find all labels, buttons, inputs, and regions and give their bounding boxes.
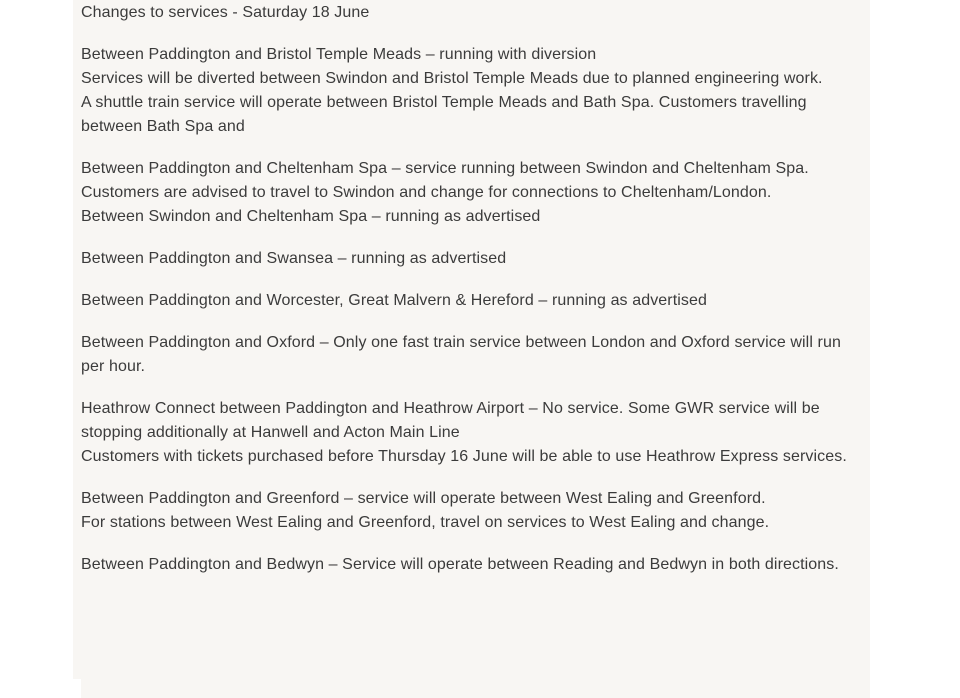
section-line: Between Paddington and Bedwyn – Service will operate between Reading and Bedwyn in both directions.	[81, 556, 839, 573]
section-swansea	[81, 247, 851, 271]
section-bristol	[81, 43, 851, 139]
section-line: A shuttle train service will operate between Bristol Temple Meads and Bath Spa. Customers travelling between Bath Spa and	[81, 94, 807, 135]
section-cheltenham	[81, 157, 851, 229]
section-line: Between Swindon and Cheltenham Spa – running as advertised	[81, 208, 541, 225]
section-greenford	[81, 487, 851, 535]
section-line: Between Paddington and Worcester, Great Malvern & Hereford – running as advertised	[81, 292, 708, 309]
section-line: Between Paddington and Swansea – running as advertised	[81, 250, 507, 267]
section-line: Customers are advised to travel to Swindon and change for connections to Cheltenham/London.	[81, 184, 772, 201]
section-bedwyn	[81, 553, 851, 577]
section-line: Between Paddington and Oxford – Only one fast train service between London and Oxford service will run per hour.	[81, 334, 841, 375]
panel-corner-gap	[73, 679, 81, 698]
section-heathrow	[81, 397, 851, 469]
section-oxford	[81, 331, 851, 379]
section-line: Between Paddington and Bristol Temple Meads – running with diversion	[81, 46, 597, 63]
page-heading: Changes to services - Saturday 18 June	[81, 4, 370, 21]
section-line: For stations between West Ealing and Greenford, travel on services to West Ealing and change.	[81, 514, 770, 531]
section-line: Between Paddington and Greenford – service will operate between West Ealing and Greenford.	[81, 490, 766, 507]
service-changes-article	[81, 1, 851, 595]
section-line: Customers with tickets purchased before Thursday 16 June will be able to use Heathrow Express services.	[81, 448, 847, 465]
section-line: Between Paddington and Cheltenham Spa – service running between Swindon and Cheltenham Spa.	[81, 160, 809, 177]
section-worcester	[81, 289, 851, 313]
section-line: Services will be diverted between Swindon and Bristol Temple Meads due to planned engineering work.	[81, 70, 823, 87]
section-line: Heathrow Connect between Paddington and Heathrow Airport – No service. Some GWR service will be stopping additionally at Hanwell and Acton Main Line	[81, 400, 820, 441]
